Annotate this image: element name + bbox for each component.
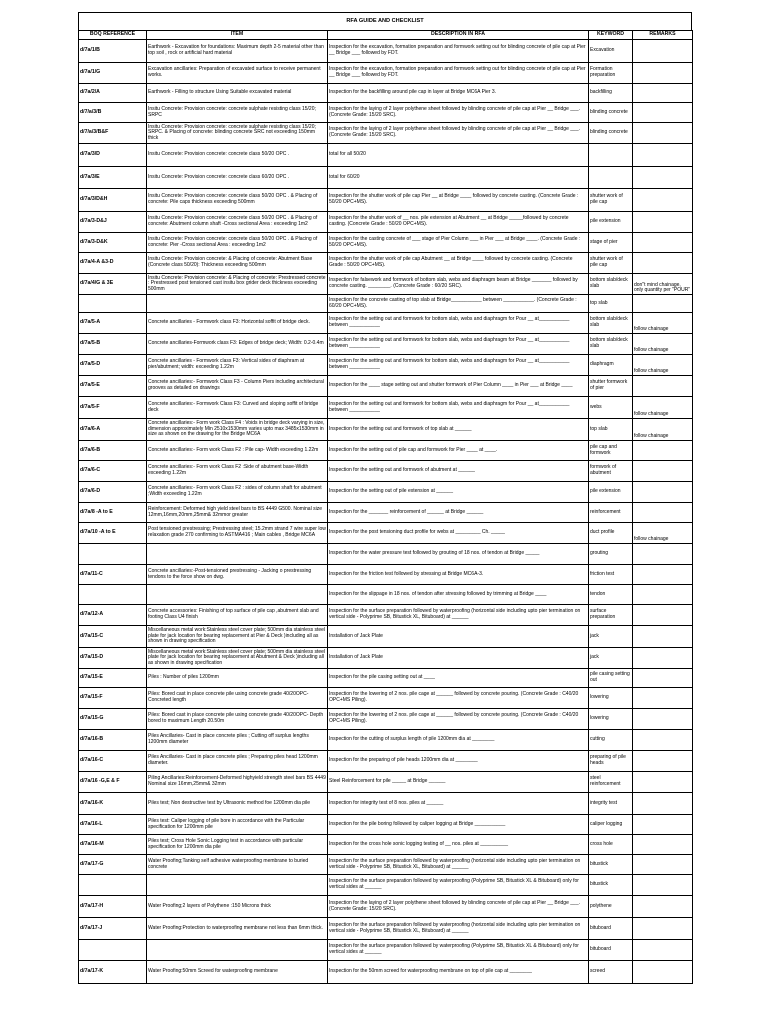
cell-item: Insitu Concrete: Provision concrete: & Placing of concrete: Prestressed concrete : Prestressed post tensioned cast insitu box grider deck thickness exceeding 500mm bbox=[147, 274, 328, 295]
cell-keyword: pile extension bbox=[589, 212, 633, 233]
cell-keyword: diaphragm bbox=[589, 355, 633, 376]
table-row bbox=[79, 544, 693, 565]
cell-description: Inspection for the preparing of pile heads 1200mm dia at ________ bbox=[328, 751, 589, 772]
table-row bbox=[79, 295, 693, 313]
cell-item: Concrete accessories: Finishing of top surface of pile cap ,abutment slab and footing Class U4 finish bbox=[147, 605, 328, 626]
cell-item bbox=[147, 295, 328, 313]
table-row bbox=[79, 40, 693, 63]
cell-keyword: bitustick bbox=[589, 855, 633, 875]
cell-keyword: bitustick bbox=[589, 875, 633, 896]
cell-boq-reference: d/7a/16-M bbox=[79, 835, 147, 855]
cell-description: Inspection for the backfilling around pile cap in layer at Bridge MC6A Pier 3. bbox=[328, 84, 589, 103]
cell-keyword: caliper logging bbox=[589, 815, 633, 835]
cell-item: Concrete ancillaries - Formwork class F3: Horizontal soffit of bridge deck. bbox=[147, 313, 328, 334]
cell-keyword: steel reinforcement bbox=[589, 772, 633, 793]
column-header-keyword: KEYWORD bbox=[589, 31, 633, 40]
cell-item: Piles Ancillaries- Cast in place concrete piles ; Preparing piles head 1200mm diameter. bbox=[147, 751, 328, 772]
cell-item: Water Proofing:50mm Screed for waterproofing membrane bbox=[147, 961, 328, 984]
cell-description: Inspection for the water pressure test followed by grouting of 18 nos. of tendon at Bridge _____ bbox=[328, 544, 589, 565]
cell-remarks bbox=[633, 63, 693, 84]
table-row bbox=[79, 648, 693, 669]
cell-item: Concrete ancillaries-Formwork class F3: Edges of bridge deck; Width: 0.2-0.4m bbox=[147, 334, 328, 355]
cell-keyword: cutting bbox=[589, 730, 633, 751]
cell-item: Piling Ancillaries:Reinforcement-Deformed highyield strength steel bars BS 4449 Nominal size 16mm,25mm& 32mm bbox=[147, 772, 328, 793]
cell-description: Inspection for the laying of 2 layer polythene sheet followed by blinding concrete of pile cap at Pier __ Bridge ___. (Concrete Grade: 15/20 SRC). bbox=[328, 103, 589, 123]
table-row bbox=[79, 918, 693, 940]
table-row bbox=[79, 482, 693, 503]
cell-keyword: polythene bbox=[589, 896, 633, 918]
cell-boq-reference: d/7a/16-K bbox=[79, 793, 147, 815]
table-row bbox=[79, 961, 693, 984]
cell-keyword: jack bbox=[589, 626, 633, 648]
cell-remarks bbox=[633, 84, 693, 103]
cell-remarks bbox=[633, 835, 693, 855]
document-page bbox=[78, 12, 692, 984]
cell-boq-reference: d/7a/2/A bbox=[79, 84, 147, 103]
cell-description: Inspection for integrity test of 8 nos. piles at ______ bbox=[328, 793, 589, 815]
cell-remarks bbox=[633, 482, 693, 503]
cell-item: Piles: Bored cast in place concrete pile using concrete grade 40/20OPC-Concreted length bbox=[147, 688, 328, 709]
cell-remarks: follow chainage bbox=[633, 419, 693, 441]
cell-boq-reference: d/7a/4-A &3-D bbox=[79, 253, 147, 274]
table-row bbox=[79, 793, 693, 815]
cell-description: Inspection for the setting out of pile extension at ______ bbox=[328, 482, 589, 503]
cell-keyword: friction test bbox=[589, 565, 633, 585]
cell-boq-reference: d/7a/5-A bbox=[79, 313, 147, 334]
cell-keyword: grouting bbox=[589, 544, 633, 565]
cell-boq-reference: d/7a/16-B bbox=[79, 730, 147, 751]
cell-description: Installation of Jack Plate bbox=[328, 648, 589, 669]
cell-boq-reference: d/7a/8 -A to E bbox=[79, 503, 147, 523]
cell-description: Inspection for the cutting of surplus length of pile 1200mm dia at ________ bbox=[328, 730, 589, 751]
cell-keyword: bituboard bbox=[589, 918, 633, 940]
cell-item bbox=[147, 875, 328, 896]
cell-remarks bbox=[633, 461, 693, 482]
cell-description: Inspection for the setting out and formwork of top slab at ______ bbox=[328, 419, 589, 441]
table-row bbox=[79, 896, 693, 918]
cell-boq-reference: d/7a/16-L bbox=[79, 815, 147, 835]
cell-keyword: bottom slab/deck slab bbox=[589, 274, 633, 295]
cell-description: Inspection for the _______ reinforcement of ______ at Bridge ______ bbox=[328, 503, 589, 523]
table-row bbox=[79, 397, 693, 419]
cell-item: Insitu Concrete: Provision concrete: concrete sulphate resisting class 15/20; SRPC. & Placing of concrete: blinding concrete SRC not exceeding 150mm thick bbox=[147, 123, 328, 144]
cell-item: Insitu Concrete: Provision concrete: concrete class 60/20 OPC . bbox=[147, 167, 328, 189]
cell-description: Inspection for the casting concrete of ___ stage of Pier Column ___ in Pier ___ at Bridge ____. (Concrete Grade : 50/20 OPC+MS). bbox=[328, 233, 589, 253]
cell-description: Inspection for the laying of 2 layer polythene sheet followed by blinding concrete of pile cap at Pier __ Bridge ___. (Concrete Grade: 15/20 SRC). bbox=[328, 896, 589, 918]
cell-item: Piles Ancillaries- Cast in place concrete piles ; Cutting off surplus lengths 1200mm diameter bbox=[147, 730, 328, 751]
cell-item: Piles test; Cross Hole Sonic Logging test in accordance with particular specification for 1200mm dia pile bbox=[147, 835, 328, 855]
cell-boq-reference: d/7a/17-J bbox=[79, 918, 147, 940]
table-row bbox=[79, 835, 693, 855]
cell-remarks bbox=[633, 626, 693, 648]
cell-keyword: stage of pier bbox=[589, 233, 633, 253]
cell-boq-reference: d/7a/17-H bbox=[79, 896, 147, 918]
cell-boq-reference: d/7a/5-D bbox=[79, 355, 147, 376]
cell-item: Concrete ancillaries:- Formwork Class F3 - Column Piers including architectural grooves as detailed on drawings bbox=[147, 376, 328, 397]
cell-keyword bbox=[589, 167, 633, 189]
cell-keyword: backfilling bbox=[589, 84, 633, 103]
column-header-description: DESCRIPTION IN RFA bbox=[328, 31, 589, 40]
cell-remarks bbox=[633, 144, 693, 167]
cell-description: Inspection for falsework and formwork of bottom slab, webs and diaphragm beam at Bridge _______ followed by concrete casting. ________. (Concrete Grade : 60/20 SRC). bbox=[328, 274, 589, 295]
cell-item: Concrete ancillaries:- Form work Class F2 :Side of abutment base-Width exceeding 1.22m bbox=[147, 461, 328, 482]
cell-item bbox=[147, 585, 328, 605]
cell-remarks bbox=[633, 167, 693, 189]
table-row bbox=[79, 313, 693, 334]
cell-item: Earthwork - Excavation for foundations: Maximum depth 2-5 material other than top soil , rock or artificial hard material bbox=[147, 40, 328, 63]
cell-keyword: duct profile bbox=[589, 523, 633, 544]
cell-boq-reference: d/7a/5-E bbox=[79, 376, 147, 397]
cell-boq-reference: d/7a/16-C bbox=[79, 751, 147, 772]
cell-remarks: follow chainage bbox=[633, 523, 693, 544]
table-row bbox=[79, 815, 693, 835]
cell-boq-reference: d/7a/16 -G,E & F bbox=[79, 772, 147, 793]
cell-keyword: bottom slab/deck slab bbox=[589, 313, 633, 334]
cell-remarks: follow chainage bbox=[633, 397, 693, 419]
cell-keyword: blinding concrete bbox=[589, 123, 633, 144]
table-row bbox=[79, 751, 693, 772]
cell-remarks bbox=[633, 189, 693, 212]
cell-remarks bbox=[633, 669, 693, 688]
cell-item: Insitu Concrete: Provision concrete: concrete sulphate resisting class 15/20; SRPC bbox=[147, 103, 328, 123]
cell-description: Inspection for the surface preparation followed by waterproofing (horizontal side including upto pier termination on vertical side - Polyprime SB, Bitustick XL, Bituboard) at ______ bbox=[328, 605, 589, 626]
cell-boq-reference: d/7a/11-C bbox=[79, 565, 147, 585]
cell-item: Water Proofing;2 layers of Polythene :150 Microns thick bbox=[147, 896, 328, 918]
cell-keyword: pile cap and formwork bbox=[589, 441, 633, 461]
cell-keyword: lowering bbox=[589, 688, 633, 709]
cell-keyword: bituboard bbox=[589, 940, 633, 961]
cell-item: Insitu Concrete: Provision concrete: & Placing of concrete: Abutment Base (Concrete class 50/20): Thickness exceeding 500mm bbox=[147, 253, 328, 274]
cell-boq-reference: d/7a/6-A bbox=[79, 419, 147, 441]
column-header-boq-reference: BOQ REFERENCE bbox=[79, 31, 147, 40]
cell-remarks bbox=[633, 940, 693, 961]
cell-keyword: Excavation bbox=[589, 40, 633, 63]
cell-keyword: screed bbox=[589, 961, 633, 984]
cell-remarks bbox=[633, 503, 693, 523]
rfa-checklist-table bbox=[78, 30, 693, 984]
table-row bbox=[79, 355, 693, 376]
cell-description: Inspection for the surface preparation followed by waterproofing (horizontal side including upto pier termination on vertical side - Polyprime SB, Bitustick XL, Bituboard) at ______ bbox=[328, 918, 589, 940]
cell-item: Water Proofing:Protection to waterproofing membrane not less than 6mm thick. bbox=[147, 918, 328, 940]
cell-remarks bbox=[633, 441, 693, 461]
cell-boq-reference bbox=[79, 875, 147, 896]
cell-boq-reference bbox=[79, 585, 147, 605]
cell-remarks bbox=[633, 855, 693, 875]
table-row bbox=[79, 84, 693, 103]
cell-remarks bbox=[633, 772, 693, 793]
cell-boq-reference: d/7a/10 -A to E bbox=[79, 523, 147, 544]
cell-keyword: top slab bbox=[589, 419, 633, 441]
cell-boq-reference: d/7a/3-D&J bbox=[79, 212, 147, 233]
cell-boq-reference: d/7a/3-D&K bbox=[79, 233, 147, 253]
cell-description: Inspection for the pile casing setting out at ____ bbox=[328, 669, 589, 688]
cell-remarks bbox=[633, 565, 693, 585]
cell-remarks bbox=[633, 918, 693, 940]
cell-remarks bbox=[633, 896, 693, 918]
cell-description: Inspection for the surface preparation followed by waterproofing (Polyprime SB, Bitustick XL & Bituboard) only for vertical sides at ______ bbox=[328, 940, 589, 961]
table-row bbox=[79, 523, 693, 544]
cell-description: Inspection for the excavation, formation preparation and formwork setting out for blinding concrete of pile cap at Pier __ Bridge ___ followed by FDT. bbox=[328, 40, 589, 63]
cell-item: Insitu Concrete: Provision concrete: concrete class 50/20 OPC . & Placing of concrete: Pier -Cross sectional Area : exceeding 1m2 bbox=[147, 233, 328, 253]
table-row bbox=[79, 855, 693, 875]
table-row bbox=[79, 709, 693, 730]
cell-item: Concrete ancillaries - Formwork class F3: Vertical sides of diaphram at pier/abutment; width: exceeding 1.22m bbox=[147, 355, 328, 376]
cell-item: Concrete ancillaries:- Form work Class F2 : sides of column shaft for abutment ;Width exceeding 1.22m bbox=[147, 482, 328, 503]
table-row bbox=[79, 461, 693, 482]
cell-description: Inspection for the setting out of pile cap and formwork for Pier ____ at ____. bbox=[328, 441, 589, 461]
cell-boq-reference: d/7a/1/G bbox=[79, 63, 147, 84]
cell-remarks: follow chainage bbox=[633, 355, 693, 376]
cell-boq-reference: d/7/a/3/B&F bbox=[79, 123, 147, 144]
cell-item: Concrete ancillaries:-Post-tensioned prestressing - Jacking o prestressing tendons to the force show on dwg. bbox=[147, 565, 328, 585]
table-row bbox=[79, 123, 693, 144]
cell-item: Miscellaneous metal work:Stainless steel cover plate; 500mm dia stainless steel plate for jack location for bearing replacement at Abutment & Deck )including all as shown in drawing specification bbox=[147, 648, 328, 669]
cell-item bbox=[147, 940, 328, 961]
cell-description: Inspection for the setting out and formwork for bottom slab, webs and diaphragm for Pour __ at___________ between ___________ bbox=[328, 313, 589, 334]
cell-item: Excavation ancillaries: Preparation of excavated surface to receive permanent works. bbox=[147, 63, 328, 84]
cell-remarks bbox=[633, 376, 693, 397]
cell-boq-reference: d/7a/3/D bbox=[79, 144, 147, 167]
cell-description: Inspection for the shutter work of pile cap Abutment __ at Bridge ____ followed by concrete casting. (Concrete Grade : 50/20 OPC+MS). bbox=[328, 253, 589, 274]
cell-description: Inspection for the cross hole sonic logging testing of __ nos. piles at __________ bbox=[328, 835, 589, 855]
cell-description: total for all 50/20 bbox=[328, 144, 589, 167]
cell-remarks bbox=[633, 730, 693, 751]
cell-remarks bbox=[633, 793, 693, 815]
table-row bbox=[79, 503, 693, 523]
column-header-remarks: REMARKS bbox=[633, 31, 693, 40]
cell-keyword: integrity test bbox=[589, 793, 633, 815]
table-row bbox=[79, 626, 693, 648]
table-row bbox=[79, 772, 693, 793]
cell-description: Inspection for the pile boring followed by caliper logging at Bridge ___________ bbox=[328, 815, 589, 835]
cell-keyword: shutter work of pile cap bbox=[589, 253, 633, 274]
cell-keyword: webs bbox=[589, 397, 633, 419]
cell-description: Inspection for the setting out and formwork for bottom slab, webs and diaphragm for Pour __ at___________ between ___________ bbox=[328, 355, 589, 376]
cell-boq-reference: d/7/a/3/B bbox=[79, 103, 147, 123]
cell-boq-reference: d/7a/3/E bbox=[79, 167, 147, 189]
cell-item: Insitu Concrete: Provision concrete: concrete class 50/20 OPC . & Placing of concrete: Abutment column shaft -Cross sectional Area : exceeding 1m2 bbox=[147, 212, 328, 233]
cell-item: Post tensioned prestressing; Prestressing steel; 15.2mm strand 7 wire super low relaxation grade 270 confirming to ASTMA416 ; Main cables , Bridge MC6A bbox=[147, 523, 328, 544]
cell-description: Inspection for the post tensioning duct profile for webs at _________ Ch. _____ bbox=[328, 523, 589, 544]
cell-remarks bbox=[633, 875, 693, 896]
cell-remarks bbox=[633, 961, 693, 984]
cell-keyword: cross hole bbox=[589, 835, 633, 855]
cell-remarks bbox=[633, 688, 693, 709]
table-row bbox=[79, 103, 693, 123]
cell-remarks bbox=[633, 648, 693, 669]
cell-keyword bbox=[589, 144, 633, 167]
cell-keyword: blinding concrete bbox=[589, 103, 633, 123]
cell-description: Inspection for the setting out and formwork for bottom slab, webs and diaphragm for Pour __ at___________ between ___________ bbox=[328, 397, 589, 419]
cell-item: Piles test; Non destructive test by Ultrasonic method foe 1200mm dia pile bbox=[147, 793, 328, 815]
cell-description: Inspection for the setting out and formwork of abutment at ______ bbox=[328, 461, 589, 482]
table-row bbox=[79, 875, 693, 896]
cell-boq-reference: d/7a/3/D&H bbox=[79, 189, 147, 212]
table-header-row bbox=[79, 31, 693, 40]
table-row bbox=[79, 253, 693, 274]
cell-boq-reference bbox=[79, 544, 147, 565]
cell-remarks: follow chainage bbox=[633, 313, 693, 334]
cell-remarks bbox=[633, 253, 693, 274]
cell-description: Inspection for the shutter work of pile cap Pier __ at Bridge ____ followed by concrete casting. (Concrete Grade : 50/20 OPC+MS). bbox=[328, 189, 589, 212]
cell-boq-reference: d/7a/12-A bbox=[79, 605, 147, 626]
table-row bbox=[79, 233, 693, 253]
cell-item: Earthwork - Filling to structure Using Suitable excavated material bbox=[147, 84, 328, 103]
cell-boq-reference bbox=[79, 940, 147, 961]
cell-remarks: don"t mind chainage, only quantity per "POUR" bbox=[633, 274, 693, 295]
cell-description: Inspection for the setting out and formwork for bottom slab, webs and diaphragm for Pour __ at___________ between ___________ bbox=[328, 334, 589, 355]
table-body bbox=[79, 40, 693, 984]
cell-keyword: lowering bbox=[589, 709, 633, 730]
cell-item: Piles test: Caliper logging of pile bore in accordance with the Particular specification for 1200mm pile bbox=[147, 815, 328, 835]
cell-keyword: jack bbox=[589, 648, 633, 669]
table-row bbox=[79, 212, 693, 233]
document-title: RFA GUIDE AND CHECKLIST bbox=[78, 12, 692, 30]
cell-boq-reference: d/7a/5-B bbox=[79, 334, 147, 355]
cell-keyword: preparing of pile heads bbox=[589, 751, 633, 772]
table-row bbox=[79, 144, 693, 167]
cell-description: Inspection for the lowering of 2 nos. pile cage at ______ followed by concrete pouring. (Concrete Grade : C40/20 OPC+MS Piling). bbox=[328, 688, 589, 709]
cell-keyword: shutter formwork of pier bbox=[589, 376, 633, 397]
cell-description: Inspection for the shutter work of __ nos. pile extension at Abutment __ at Bridge _____followed by concrete casting. (Concrete Grade : 50/20 OPC+MS). bbox=[328, 212, 589, 233]
cell-description: Inspection for the slippage in 18 nos. of tendon after stressing followed by trimming at Bridge ____ bbox=[328, 585, 589, 605]
cell-item: Piles: Bored cast in place concrete pile using concrete grade 40/20OPC- Depth bored to maximum Length 20.50m bbox=[147, 709, 328, 730]
cell-remarks bbox=[633, 233, 693, 253]
cell-remarks bbox=[633, 751, 693, 772]
cell-remarks bbox=[633, 585, 693, 605]
cell-item: Concrete ancillaries:- Form work Class F4 : Voids in bridge deck varying in size, dimension approximately Min 2510x1530mm varies upto max 3485x1530mm in size as shown on the drawing for the Bridge MC6A bbox=[147, 419, 328, 441]
table-row bbox=[79, 565, 693, 585]
table-row bbox=[79, 334, 693, 355]
cell-item: Piles : Number of piles 1200mm bbox=[147, 669, 328, 688]
cell-boq-reference: d/7a/15-C bbox=[79, 626, 147, 648]
cell-description: Inspection for the lowering of 2 nos. pile cage at ______ followed by concrete pouring. (Concrete Grade : C40/20 OPC+MS Piling). bbox=[328, 709, 589, 730]
table-row bbox=[79, 730, 693, 751]
cell-item: Insitu Concrete: Provision concrete: concrete class 50/20 OPC . & Placing of concrete: Pile caps thickness exceeding 500mm bbox=[147, 189, 328, 212]
cell-description: Inspection for the laying of 2 layer polythene sheet followed by blinding concrete of pile cap at Pier __ Bridge ___. (Concrete Grade: 15/20 SRC). bbox=[328, 123, 589, 144]
cell-keyword: Formation preparation bbox=[589, 63, 633, 84]
table-row bbox=[79, 189, 693, 212]
cell-boq-reference: d/7a/17-G bbox=[79, 855, 147, 875]
cell-boq-reference: d/7a/15-F bbox=[79, 688, 147, 709]
cell-keyword: reinforcement bbox=[589, 503, 633, 523]
cell-description: Inspection for the friction test followed by stressing at Bridge MC6A-3. bbox=[328, 565, 589, 585]
cell-keyword: top slab bbox=[589, 295, 633, 313]
cell-item: Concrete ancillaries:- Formwork Class F3: Curved and sloping soffit of bridge deck bbox=[147, 397, 328, 419]
cell-remarks bbox=[633, 544, 693, 565]
cell-item: Reinforcement: Deformed high yield steel bars to BS 4449 G500. Nominal size 12mm,16mm,20mm,25mm& 32mmor greater bbox=[147, 503, 328, 523]
cell-boq-reference: d/7a/15-D bbox=[79, 648, 147, 669]
cell-keyword: shutter work of pile cap bbox=[589, 189, 633, 212]
cell-item bbox=[147, 544, 328, 565]
cell-description: Inspection for the ____ stage setting out and shutter formwork of Pier Column ____ in Pier ___ at Bridge ____ bbox=[328, 376, 589, 397]
table-row bbox=[79, 605, 693, 626]
cell-keyword: formwork of abutment bbox=[589, 461, 633, 482]
table-row bbox=[79, 585, 693, 605]
table-row bbox=[79, 419, 693, 441]
cell-description: total for 60/20 bbox=[328, 167, 589, 189]
cell-remarks bbox=[633, 295, 693, 313]
cell-boq-reference: d/7a/5-F bbox=[79, 397, 147, 419]
cell-boq-reference: d/7a/6-C bbox=[79, 461, 147, 482]
table-row bbox=[79, 274, 693, 295]
cell-boq-reference: d/7a/4/G & 3E bbox=[79, 274, 147, 295]
cell-keyword: pile casing setting out bbox=[589, 669, 633, 688]
cell-item: Miscellaneous metal work:Stainless steel cover plate; 500mm dia stainless steel plate for jack location for bearing replacement at Pier & Deck )including all as shown in drawing specification bbox=[147, 626, 328, 648]
cell-boq-reference: d/7a/17-K bbox=[79, 961, 147, 984]
table-row bbox=[79, 669, 693, 688]
cell-item: Concrete ancillaries:- Form work Class F2 : Pile cap- Width exceeding 1.22m bbox=[147, 441, 328, 461]
cell-keyword: tendon bbox=[589, 585, 633, 605]
table-row bbox=[79, 167, 693, 189]
cell-description: Inspection for the 50mm screed for waterproofing membrane on top of pile cap at ________ bbox=[328, 961, 589, 984]
cell-description: Inspection for the concrete casting of top slab at Bridge___________ between ___________. (Concrete Grade : 60/20 OPC+MS). bbox=[328, 295, 589, 313]
cell-remarks bbox=[633, 103, 693, 123]
table-row bbox=[79, 63, 693, 84]
cell-boq-reference: d/7a/6-D bbox=[79, 482, 147, 503]
cell-item: Insitu Concrete: Provision concrete: concrete class 50/20 OPC . bbox=[147, 144, 328, 167]
cell-remarks bbox=[633, 709, 693, 730]
table-row bbox=[79, 441, 693, 461]
cell-boq-reference bbox=[79, 295, 147, 313]
table-row bbox=[79, 376, 693, 397]
cell-description: Steel Reinforcement for pile _____ at Bridge ______ bbox=[328, 772, 589, 793]
cell-keyword: pile extension bbox=[589, 482, 633, 503]
cell-item: Water Proofing;Tanking self adhesive waterproofing membrane to buried concrete bbox=[147, 855, 328, 875]
cell-remarks bbox=[633, 605, 693, 626]
cell-keyword: surface preparation bbox=[589, 605, 633, 626]
cell-remarks bbox=[633, 40, 693, 63]
cell-description: Inspection for the surface preparation followed by waterproofing (horizontal side including upto pier termination on vertical side - Polyprime SB, Bitustick XL, Bituboard) at ______ bbox=[328, 855, 589, 875]
table-row bbox=[79, 688, 693, 709]
cell-remarks: follow chainage bbox=[633, 334, 693, 355]
cell-boq-reference: d/7a/15-E bbox=[79, 669, 147, 688]
table-row bbox=[79, 940, 693, 961]
cell-description: Inspection for the surface preparation followed by waterproofing (Polyprime SB, Bitustick XL & Bituboard) only for vertical sides at ______ bbox=[328, 875, 589, 896]
cell-boq-reference: d/7a/6-B bbox=[79, 441, 147, 461]
cell-remarks bbox=[633, 123, 693, 144]
cell-description: Installation of Jack Plate bbox=[328, 626, 589, 648]
cell-remarks bbox=[633, 815, 693, 835]
cell-remarks bbox=[633, 212, 693, 233]
cell-boq-reference: d/7a/1/B bbox=[79, 40, 147, 63]
column-header-item: ITEM bbox=[147, 31, 328, 40]
cell-boq-reference: d/7a/15-G bbox=[79, 709, 147, 730]
cell-description: Inspection for the excavation, formation preparation and formwork setting out for blinding concrete of pile cap at Pier __ Bridge ___ followed by FDT. bbox=[328, 63, 589, 84]
cell-keyword: bottom slab/deck slab bbox=[589, 334, 633, 355]
